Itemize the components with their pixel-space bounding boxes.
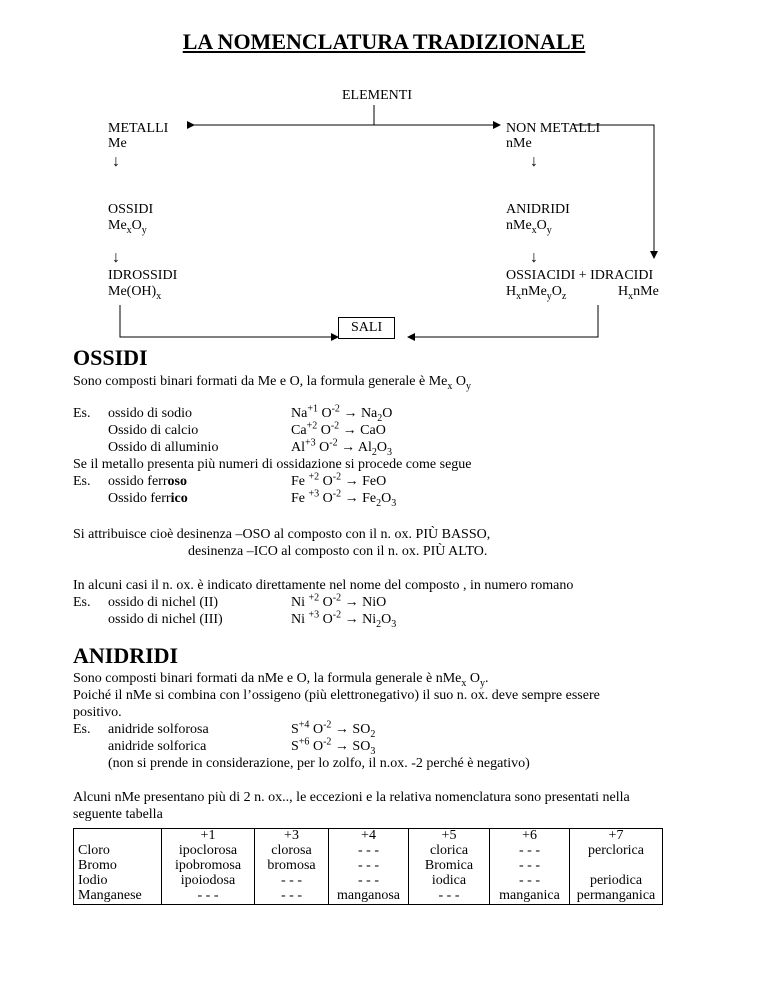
diagram-ossidi-formula: $Me_xO_y$	[108, 218, 147, 236]
table-header-cell: +7	[608, 828, 624, 843]
table-column-ox	[329, 829, 409, 905]
table-column-ox	[409, 829, 490, 905]
diagram-non-metalli: NON METALLI	[506, 121, 601, 136]
table-column-ox	[255, 829, 329, 905]
diagram-anidridi: ANIDRIDI	[506, 202, 570, 217]
table-cell: - - -	[281, 873, 302, 888]
diagram-idrossidi: IDROSSIDI	[108, 268, 178, 283]
table-header-cell	[78, 829, 157, 844]
table-column-ox	[490, 829, 570, 905]
table-cell: iodica	[431, 873, 467, 888]
table-cell: Manganese	[78, 888, 142, 903]
ossidi-ferrico-formula: Fe $^{+3}$ $O^{-2} \to Fe_2O_3$	[291, 488, 397, 509]
table-cell: Iodio	[78, 873, 108, 888]
diagram-sali-box: SALI	[338, 317, 395, 339]
anidridi-intro: Sono composti binari formati da nMe e O, la formula generale è nMe$_x$ $O_y$.	[73, 671, 489, 689]
table-cell: - - -	[519, 843, 540, 858]
idrossidi-to-sali-arrow	[120, 305, 338, 337]
anidridi-text-line: Poiché il nMe si combina con l’ossigeno (più elettronegativo) il suo n. ox. deve sempre essere	[73, 688, 600, 703]
nomenclature-table	[73, 828, 663, 905]
diagram-ossiacidi-idracidi: OSSIACIDI + IDRACIDI	[506, 268, 654, 283]
table-header-cell: +6	[522, 828, 537, 843]
table-cell: Bromo	[78, 858, 117, 873]
arrow-down-icon: ↓	[530, 153, 538, 170]
ossidi-example-formula: $Na^{+1}$ $O^{-2} \to Na_2O$	[291, 403, 393, 424]
nonmetalli-to-ossiacidi-arrow	[574, 125, 654, 258]
table-cell: - - -	[358, 873, 379, 888]
ossidi-example-formula: $Al^{+3}$ $O^{-2} \to Al_2O_3$	[291, 437, 392, 458]
arrow-down-icon: ↓	[530, 249, 538, 266]
page-title: LA NOMENCLATURA TRADIZIONALE	[182, 29, 586, 54]
anidridi-example-name: anidride solforica	[108, 739, 207, 754]
ossidi-example-name: Ossido di calcio	[108, 423, 199, 438]
table-cell: Bromica	[424, 858, 474, 873]
table-cell: ipobromosa	[174, 858, 242, 873]
table-cell: - - -	[519, 873, 540, 888]
ossidi-ferroso-formula: Fe $^{+2}$ $O^{-2}$ → FeO	[291, 471, 387, 489]
ossidi-roman-text: In alcuni casi il n. ox. è indicato direttamente nel nome del composto , in numero romano	[73, 578, 574, 593]
table-cell: periodica	[589, 873, 643, 888]
ossidi-ferroso-name: ossido ferroso	[108, 474, 187, 489]
table-header-cell: +4	[361, 828, 376, 843]
ossidi-es-label: Es.	[73, 595, 91, 610]
table-cell: - - -	[358, 858, 379, 873]
ossidi-example-name: ossido di sodio	[108, 406, 193, 421]
ossidi-nichel-name: ossido di nichel (II)	[108, 595, 219, 610]
section-heading-ossidi: OSSIDI	[73, 345, 148, 370]
table-cell: clorica	[429, 843, 469, 858]
anidridi-example-formula: $S^{+4}$ $O^{-2} \to SO_2$	[291, 719, 376, 740]
table-header-cell: +1	[200, 828, 216, 843]
ossidi-ferrico-name: Ossido ferrico	[108, 491, 188, 506]
anidridi-note: (non si prende in considerazione, per lo zolfo, il n.ox. -2 perché è negativo)	[108, 756, 530, 771]
table-column-ox	[162, 829, 255, 905]
table-row	[74, 829, 663, 905]
acidi-to-sali-arrow	[408, 305, 598, 337]
ossidi-rule-line: Si attribuisce cioè desinenza –OSO al composto con il n. ox. PIÙ BASSO,	[73, 527, 491, 542]
table-cell: clorosa	[271, 843, 312, 858]
diagram-ossiacidi-formula: $H_xnMe_yO_z$	[506, 284, 567, 302]
ossidi-nichel-name: ossido di nichel (III)	[108, 612, 223, 627]
ossidi-rule-line: desinenza –ICO al composto con il n. ox. PIÙ ALTO.	[188, 544, 488, 559]
arrow-down-icon: ↓	[112, 153, 120, 170]
table-cell: permanganica	[576, 888, 656, 903]
table-header-cell: +3	[284, 828, 299, 843]
arrow-down-icon: ↓	[112, 249, 120, 266]
diagram-metalli: METALLI	[108, 121, 169, 136]
diagram-nme: nMe	[506, 136, 532, 151]
table-header-cell: +5	[441, 828, 457, 843]
table-cell: manganosa	[337, 888, 400, 903]
ossidi-multi-ox-text: Se il metallo presenta più numeri di ossidazione si procede come segue	[73, 457, 472, 472]
diagram-anidridi-formula: $nMe_xO_y$	[506, 218, 552, 236]
ossidi-example-name: Ossido di alluminio	[108, 440, 219, 455]
table-cell: - - -	[519, 858, 540, 873]
anidridi-text-line: positivo.	[73, 705, 122, 720]
ossidi-nichel-formula: Ni $^{+2}$ $O^{-2}$ → NiO	[291, 592, 387, 610]
table-cell: ipoclorosa	[178, 843, 238, 858]
diagram-elementi: ELEMENTI	[342, 88, 412, 103]
table-cell: manganica	[499, 888, 560, 903]
section-heading-anidridi: ANIDRIDI	[73, 643, 179, 668]
table-column-element	[74, 829, 162, 905]
anidridi-table-intro: seguente tabella	[73, 807, 163, 822]
diagram-idrossidi-formula: $Me(OH)_x$	[108, 284, 162, 302]
anidridi-example-formula: $S^{+6}$ $O^{-2} \to SO_3$	[291, 736, 376, 757]
table-cell: Cloro	[78, 843, 110, 858]
diagram-me: Me	[108, 136, 127, 151]
table-cell: ipoiodosa	[180, 873, 236, 888]
diagram-idracidi-formula: $H_xnMe$	[618, 284, 659, 302]
table-cell: bromosa	[267, 858, 316, 873]
ossidi-intro: Sono composti binari formati da Me e O, la formula generale è $Me_x$ $O_y$	[73, 374, 472, 392]
table-column-ox	[570, 829, 663, 905]
table-cell: - - -	[281, 888, 302, 903]
ossidi-es-label: Es.	[73, 474, 91, 489]
diagram-ossidi: OSSIDI	[108, 202, 154, 217]
ossidi-example-formula: $Ca^{+2}$ $O^{-2}$ → CaO	[291, 420, 386, 438]
anidridi-es-label: Es.	[73, 722, 91, 737]
table-cell: - - -	[438, 888, 460, 903]
anidridi-example-name: anidride solforosa	[108, 722, 209, 737]
table-cell: - - -	[197, 888, 219, 903]
table-cell: perclorica	[588, 843, 644, 858]
table-cell: - - -	[358, 843, 379, 858]
anidridi-table-intro: Alcuni nMe presentano più di 2 n. ox.., le eccezioni e la relativa nomenclatura sono presentati nella	[73, 790, 630, 805]
ossidi-es-label: Es.	[73, 406, 91, 421]
ossidi-nichel-formula: Ni $^{+3}$ $O^{-2} \to Ni_2O_3$	[291, 609, 397, 630]
table-cell	[574, 859, 658, 874]
